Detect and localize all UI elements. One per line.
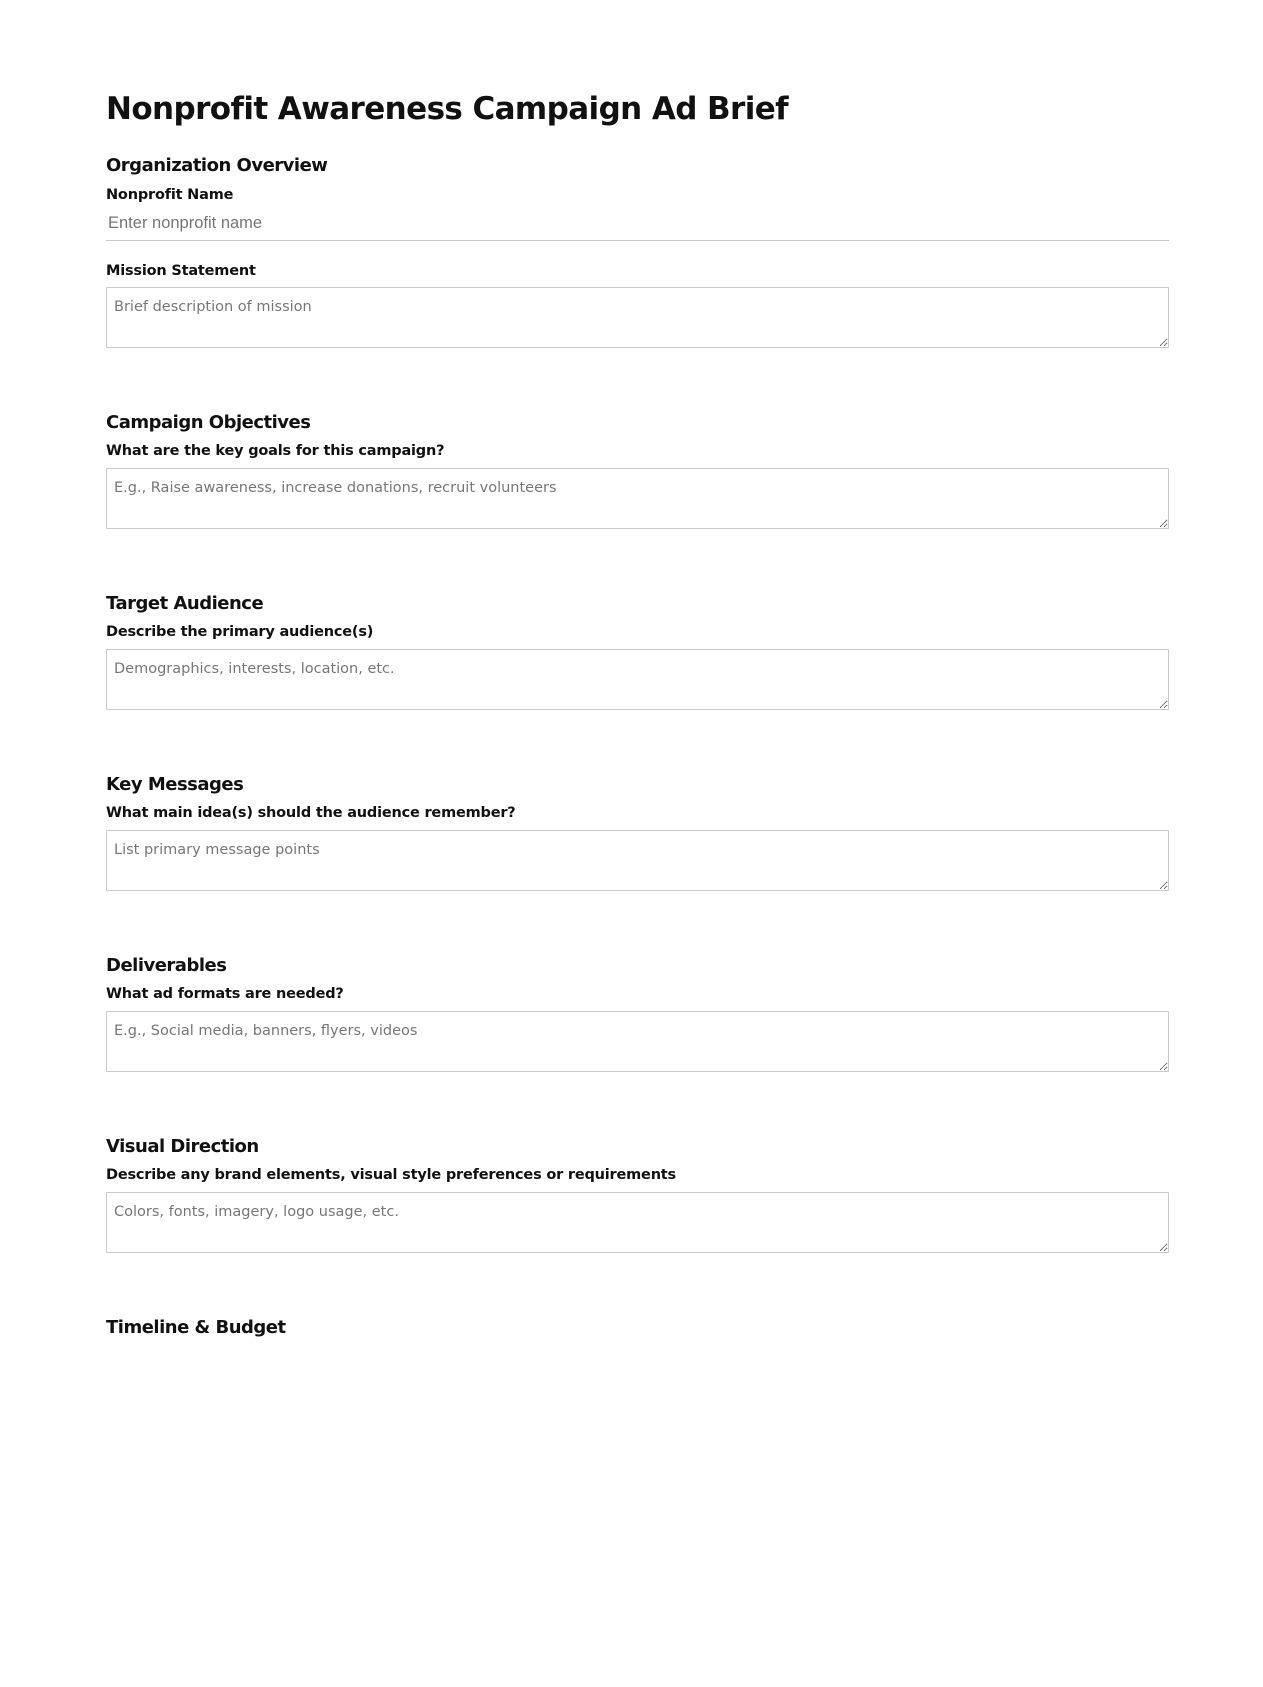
section-heading-key-messages: Key Messages: [106, 774, 244, 795]
section-target-audience: [106, 592, 1169, 710]
mission-statement-label: Mission Statement: [106, 263, 256, 279]
primary-audience-textarea[interactable]: [106, 649, 1169, 710]
visual-direction-textarea[interactable]: [106, 1192, 1169, 1253]
section-visual-direction: [106, 1135, 1169, 1253]
campaign-goals-label: What are the key goals for this campaign?: [106, 443, 445, 459]
ad-formats-textarea[interactable]: [106, 1011, 1169, 1072]
section-heading-visual-direction: Visual Direction: [106, 1136, 259, 1157]
section-heading-organization-overview: Organization Overview: [106, 155, 328, 176]
ad-brief-form: [106, 86, 1169, 1340]
section-heading-deliverables: Deliverables: [106, 955, 227, 976]
campaign-goals-textarea[interactable]: [106, 468, 1169, 529]
section-deliverables: [106, 954, 1169, 1072]
section-organization-overview: [106, 154, 1169, 348]
key-messages-textarea[interactable]: [106, 830, 1169, 891]
section-campaign-objectives: [106, 411, 1169, 529]
mission-statement-textarea[interactable]: [106, 287, 1169, 348]
section-timeline-budget: [106, 1316, 1169, 1340]
primary-audience-label: Describe the primary audience(s): [106, 624, 374, 640]
visual-direction-label: Describe any brand elements, visual style preferences or requirements: [106, 1167, 676, 1183]
section-heading-campaign-objectives: Campaign Objectives: [106, 412, 311, 433]
ad-formats-label: What ad formats are needed?: [106, 986, 344, 1002]
nonprofit-name-label: Nonprofit Name: [106, 187, 234, 203]
section-key-messages: [106, 773, 1169, 891]
section-heading-target-audience: Target Audience: [106, 593, 264, 614]
section-heading-timeline-budget: Timeline & Budget: [106, 1317, 286, 1338]
key-messages-label: What main idea(s) should the audience remember?: [106, 805, 516, 821]
page-title: Nonprofit Awareness Campaign Ad Brief: [106, 91, 789, 127]
nonprofit-name-input[interactable]: [106, 207, 1169, 241]
